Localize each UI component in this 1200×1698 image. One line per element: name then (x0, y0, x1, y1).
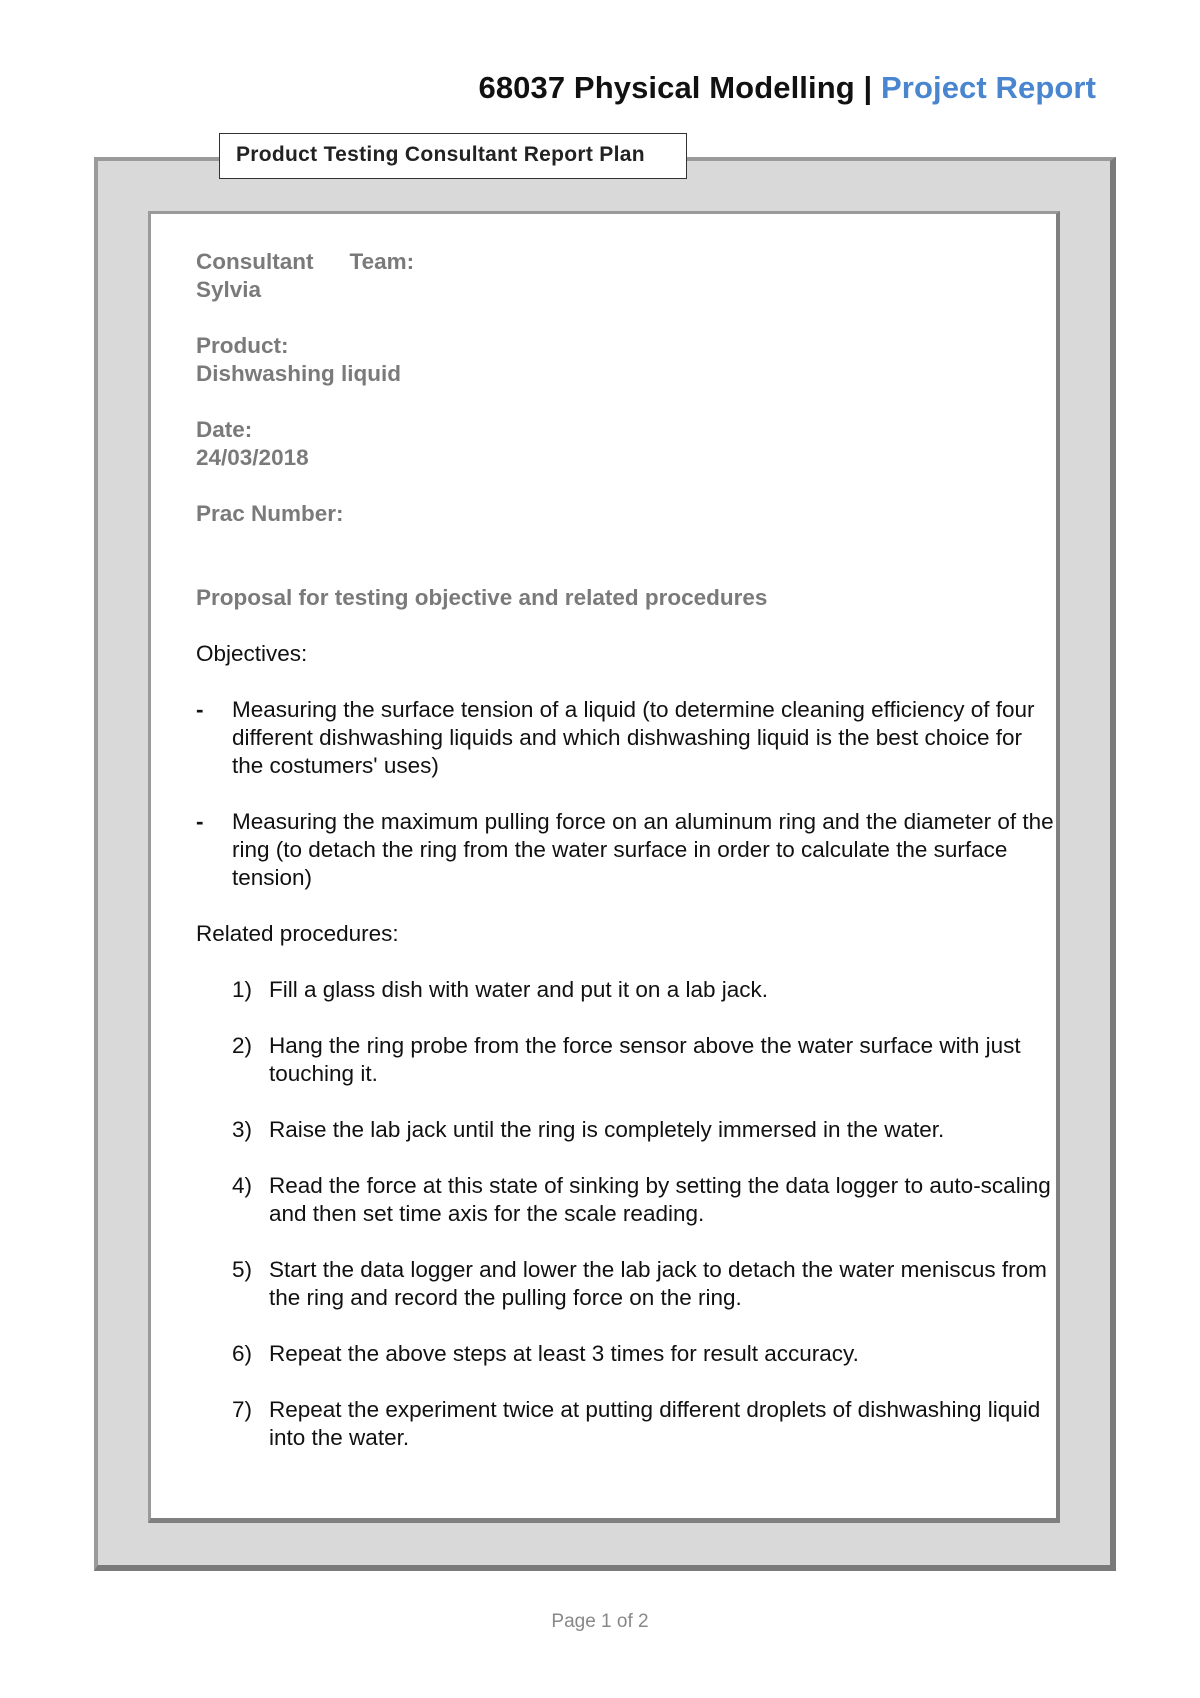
team-label-part-b: Team: (349, 249, 415, 274)
team-field (196, 248, 1056, 304)
prac-label: Prac Number: (196, 501, 344, 526)
step-number: 3) (232, 1117, 253, 1142)
team-label (196, 248, 1056, 276)
step-number: 1) (232, 977, 253, 1002)
objective-item (196, 696, 1056, 780)
step-text: Fill a glass dish with water and put it on a lab jack. (269, 977, 768, 1002)
procedure-step (232, 1172, 1056, 1228)
proposal-heading: Proposal for testing objective and related procedures (196, 585, 768, 610)
step-number: 2) (232, 1033, 253, 1058)
team-label-part-a: Consultant (196, 249, 314, 274)
procedures-label: Related procedures: (196, 921, 399, 946)
step-text: Repeat the above steps at least 3 times for result accuracy. (269, 1341, 859, 1366)
page-number: Page 1 of 2 (551, 1611, 649, 1632)
step-number: 4) (232, 1173, 253, 1198)
course-title: 68037 Physical Modelling (478, 70, 855, 105)
procedure-step (232, 1032, 1056, 1088)
frame-label: Product Testing Consultant Report Plan (219, 133, 687, 179)
product-value: Dishwashing liquid (196, 361, 402, 386)
step-text: Repeat the experiment twice at putting different droplets of dishwashing liquid into the water. (269, 1397, 1041, 1450)
team-value: Sylvia (196, 277, 262, 302)
page-header (479, 70, 1097, 106)
prac-field (196, 500, 1056, 528)
objectives-label: Objectives: (196, 641, 308, 666)
step-number: 5) (232, 1257, 253, 1282)
date-label: Date: (196, 417, 253, 442)
step-text: Hang the ring probe from the force sensor above the water surface with just touching it. (269, 1033, 1021, 1086)
procedure-step (232, 976, 1056, 1004)
date-field (196, 416, 1056, 472)
procedure-step (232, 1396, 1056, 1452)
objective-text: Measuring the maximum pulling force on an aluminum ring and the diameter of the ring (to detach the ring from the water surface in order to calculate the surface tension) (232, 809, 1054, 890)
report-content (196, 248, 1056, 1480)
header-separator: | (863, 70, 873, 105)
product-label: Product: (196, 333, 289, 358)
date-value: 24/03/2018 (196, 445, 309, 470)
procedure-step (232, 1340, 1056, 1368)
step-number: 6) (232, 1341, 253, 1366)
objective-item (196, 808, 1056, 892)
step-text: Raise the lab jack until the ring is completely immersed in the water. (269, 1117, 945, 1142)
product-field (196, 332, 1056, 388)
bullet-marker: - (196, 697, 204, 722)
report-type: Project Report (881, 70, 1096, 105)
procedure-step (232, 1256, 1056, 1312)
step-text: Read the force at this state of sinking by setting the data logger to auto-scaling and then set time axis for the scale reading. (269, 1173, 1051, 1226)
step-text: Start the data logger and lower the lab jack to detach the water meniscus from the ring and record the pulling force on the ring. (269, 1257, 1047, 1310)
objective-text: Measuring the surface tension of a liquid (to determine cleaning efficiency of four different dishwashing liquids and which dishwashing liquid is the best choice for the costumers' uses) (232, 697, 1035, 778)
step-number: 7) (232, 1397, 253, 1422)
procedure-step (232, 1116, 1056, 1144)
bullet-marker: - (196, 809, 204, 834)
